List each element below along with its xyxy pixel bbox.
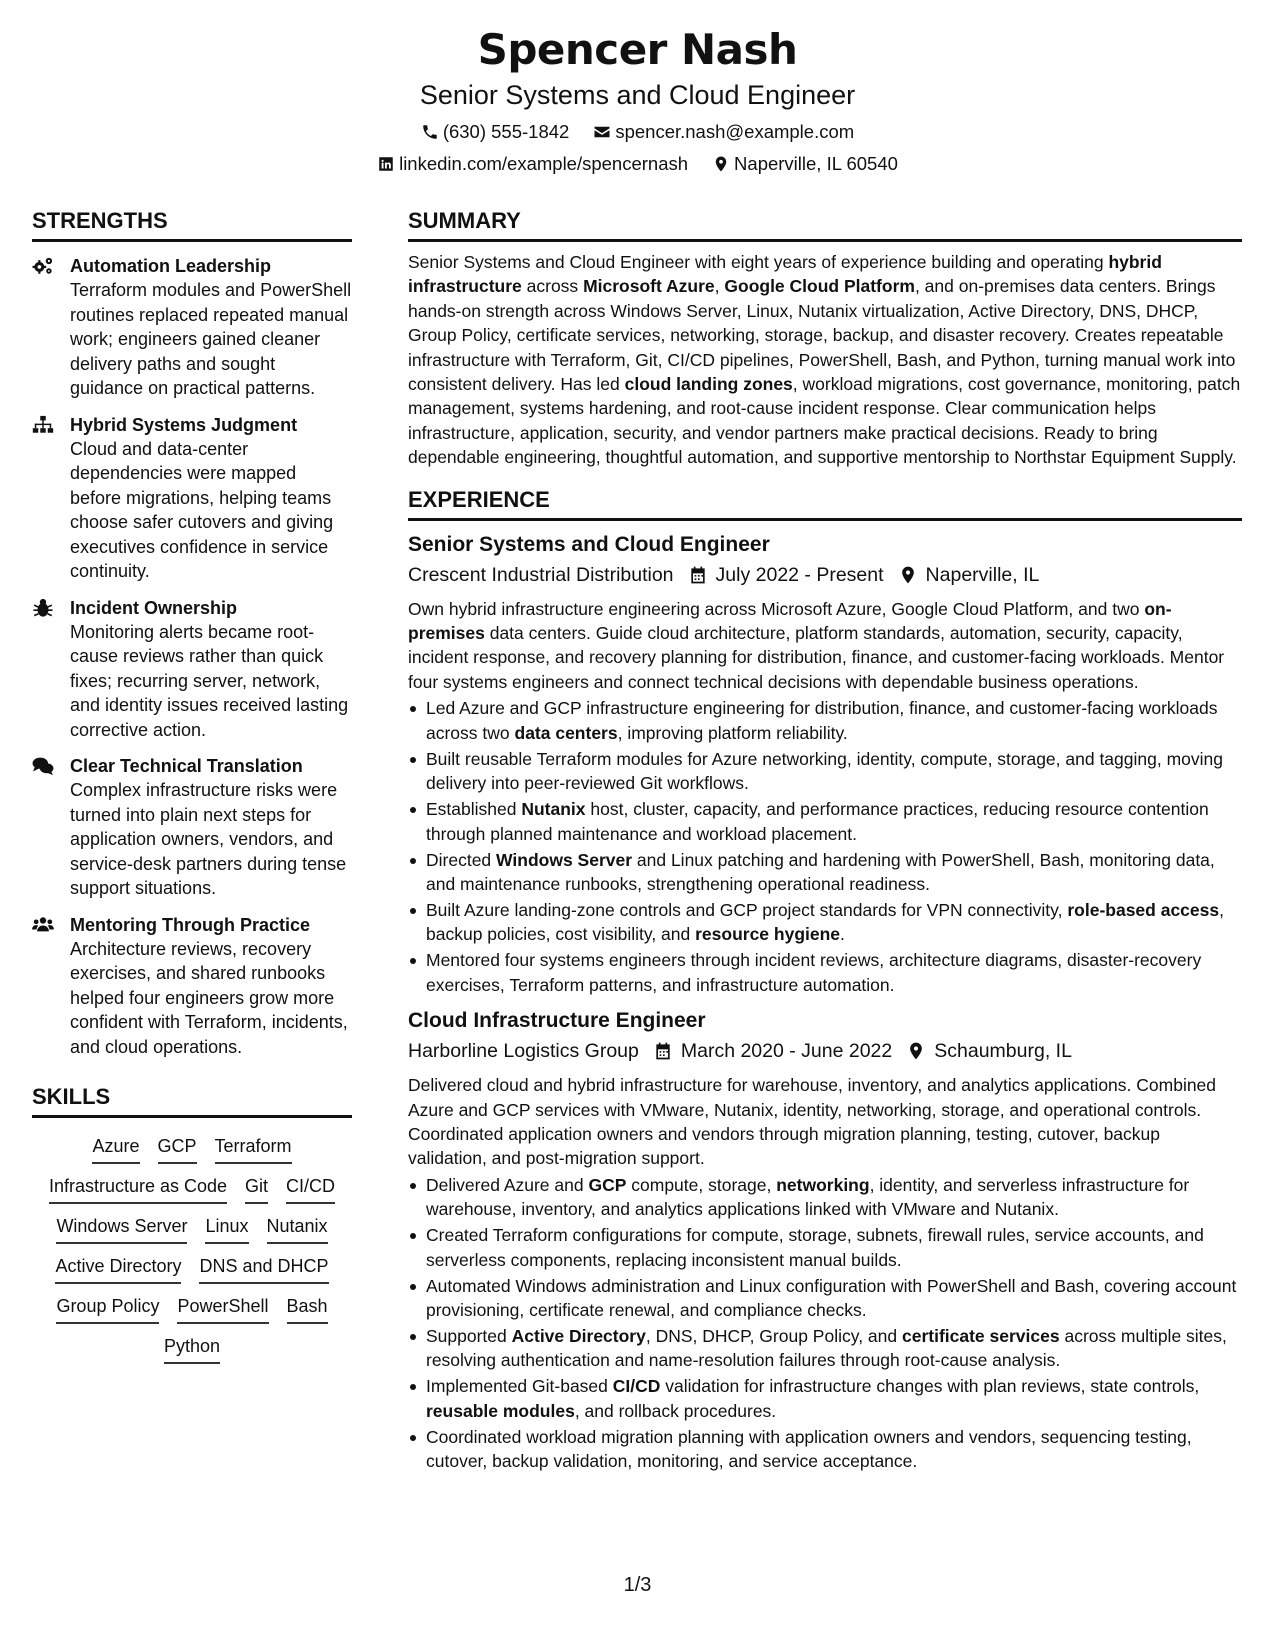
strength-desc: Architecture reviews, recovery exercises, and shared runbooks helped four engineers grow more confident with Terraform, incidents, and cloud operations. <box>70 938 348 1057</box>
skill-tag: Group Policy <box>56 1294 159 1324</box>
job-bullets <box>408 696 1242 997</box>
job-bullet: Established Nutanix host, cluster, capacity, and performance practices, reducing resource contention through planned maintenance and workload placement. <box>408 797 1242 846</box>
strength-title: Hybrid Systems Judgment <box>70 414 298 435</box>
job-location-text: Naperville, IL <box>925 563 1040 586</box>
candidate-name: Spencer Nash <box>477 25 798 74</box>
job-bullet: Built reusable Terraform modules for Azure networking, identity, compute, storage, and tagging, moving delivery into peer-reviewed Git workflows. <box>408 747 1242 796</box>
strength-title: Automation Leadership <box>70 256 272 276</box>
candidate-title: Senior Systems and Cloud Engineer <box>419 80 856 110</box>
sitemap-icon <box>32 415 54 435</box>
job-bullet: Delivered Azure and GCP compute, storage, networking, identity, and serverless infrastructure for warehouse, inventory, and analytics applications linked with VMware and Nutanix. <box>408 1173 1242 1222</box>
page-number: 1/3 <box>623 1574 652 1596</box>
job-bullets <box>408 1173 1242 1474</box>
calendar-icon <box>688 565 708 585</box>
strength-item <box>32 254 352 401</box>
job-meta <box>408 1037 1242 1065</box>
skill-tag: Terraform <box>215 1134 292 1164</box>
linkedin-icon <box>377 155 395 173</box>
contact-row-2 <box>0 152 1275 176</box>
skill-tag: CI/CD <box>286 1174 335 1204</box>
job-bullet: Coordinated workload migration planning with application owners and vendors, sequencing testing, cutover, backup validation, monitoring, and service acceptance. <box>408 1425 1242 1474</box>
strength-desc: Cloud and data-center dependencies were mapped before migrations, helping teams choose safer cutovers and giving executives confidence in service continuity. <box>70 438 334 581</box>
gears-icon <box>32 256 54 276</box>
job-location <box>898 561 1040 589</box>
email-contact[interactable] <box>593 120 854 144</box>
strength-title: Clear Technical Translation <box>70 756 303 776</box>
job-dates <box>653 1037 892 1065</box>
left-column <box>32 207 352 1364</box>
location-text: Naperville, IL 60540 <box>734 153 898 174</box>
linkedin-text: linkedin.com/example/spencernash <box>399 153 689 174</box>
map-pin-icon <box>898 565 918 585</box>
skill-tag: Infrastructure as Code <box>49 1174 227 1204</box>
skill-tag: Linux <box>205 1214 248 1244</box>
job-bullet: Supported Active Directory, DNS, DHCP, Group Policy, and certificate services across multiple sites, resolving authentication and name-resolution failures through root-cause analysis. <box>408 1324 1242 1373</box>
location-contact <box>712 152 898 176</box>
phone-icon <box>421 123 439 141</box>
skill-tag: Bash <box>287 1294 328 1324</box>
strengths-heading: STRENGTHS <box>32 207 352 242</box>
job-bullet: Directed Windows Server and Linux patching and hardening with PowerShell, Bash, monitoring data, and maintenance runbooks, strengthening operational readiness. <box>408 848 1242 897</box>
skill-tag: Python <box>164 1334 220 1364</box>
skill-tag: Windows Server <box>56 1214 187 1244</box>
phone-text: (630) 555-1842 <box>442 121 570 142</box>
job-company: Crescent Industrial Distribution <box>408 563 674 586</box>
job-title: Cloud Infrastructure Engineer <box>408 1009 706 1033</box>
skills-heading: SKILLS <box>32 1083 352 1118</box>
job-bullet: Led Azure and GCP infrastructure engineering for distribution, finance, and customer-facing workloads across two data centers, improving platform reliability. <box>408 696 1242 745</box>
job-bullet: Automated Windows administration and Linux configuration with PowerShell and Bash, covering account provisioning, certificate renewal, and compliance checks. <box>408 1274 1242 1323</box>
job-title: Senior Systems and Cloud Engineer <box>408 532 770 556</box>
bug-icon <box>32 598 54 618</box>
summary-text: Senior Systems and Cloud Engineer with eight years of experience building and operating hybrid infrastructure across Microsoft Azure, Google Cloud Platform, and on-premises data centers. Brings hands-on strength across Windows Server, Linux, Nutanix virtualization, Active Directory, DNS, DHCP, Group Policy, certificate services, networking, storage, backup, and disaster recovery. Creates repeatable infrastructure with Terraform, Git, CI/CD pipelines, PowerShell, Bash, and Python, turning manual work into consistent delivery. Has led cloud landing zones, workload migrations, cost governance, monitoring, patch management, systems hardening, and root-cause incident response. Clear communication helps infrastructure, application, security, and vendor partners make practical decisions. Ready to bring dependable engineering, thoughtful automation, and supportive mentorship to Northstar Equipment Supply. <box>408 252 1241 468</box>
envelope-icon <box>593 123 611 141</box>
skill-tag: Git <box>245 1174 268 1204</box>
job-dates-text: July 2022 - Present <box>715 563 884 586</box>
skill-tag: Active Directory <box>55 1254 181 1284</box>
right-column <box>408 207 1242 1475</box>
job-bullet: Created Terraform configurations for compute, storage, subnets, firewall rules, service accounts, and serverless components, replacing inconsistent manual builds. <box>408 1223 1242 1272</box>
map-pin-icon <box>906 1041 926 1061</box>
summary-heading: SUMMARY <box>408 207 1242 242</box>
skill-tag: DNS and DHCP <box>199 1254 328 1284</box>
contact-row-1 <box>0 120 1275 144</box>
strength-item <box>32 754 352 901</box>
calendar-icon <box>653 1041 673 1061</box>
skills-list <box>32 1134 352 1364</box>
map-pin-icon <box>712 155 730 173</box>
strength-title: Incident Ownership <box>70 597 238 618</box>
strength-title: Mentoring Through Practice <box>70 914 311 935</box>
strength-item <box>32 913 352 1060</box>
linkedin-contact[interactable] <box>377 152 688 176</box>
experience-heading: EXPERIENCE <box>408 486 1242 521</box>
job-meta <box>408 561 1242 589</box>
strength-item <box>32 596 352 743</box>
skill-tag: Nutanix <box>267 1214 328 1244</box>
job-company: Harborline Logistics Group <box>408 1040 639 1063</box>
phone-contact[interactable] <box>421 120 570 144</box>
job-bullet: Mentored four systems engineers through incident reviews, architecture diagrams, disaster-recovery exercises, Terraform patterns, and infrastructure automation. <box>408 948 1242 997</box>
job-location-text: Schaumburg, IL <box>934 1040 1072 1063</box>
job-description: Own hybrid infrastructure engineering across Microsoft Azure, Google Cloud Platform, and two on-premises data centers. Guide cloud architecture, platform standards, automation, security, capacity, incident response, and recovery planning for distribution, finance, and customer-facing workloads. Mentor four systems engineers and connect technical decisions with dependable business operations. <box>408 598 1225 692</box>
job-entry <box>408 1007 1242 1473</box>
job-bullet: Built Azure landing-zone controls and GCP project standards for VPN connectivity, role-based access, backup policies, cost visibility, and resource hygiene. <box>408 898 1242 947</box>
skill-tag: PowerShell <box>177 1294 268 1324</box>
skill-tag: GCP <box>158 1134 197 1164</box>
comments-icon <box>32 756 54 776</box>
resume-header <box>0 24 1275 176</box>
users-icon <box>32 915 54 935</box>
job-entry <box>408 531 1242 997</box>
email-text: spencer.nash@example.com <box>615 121 855 142</box>
job-dates-text: March 2020 - June 2022 <box>680 1040 893 1063</box>
strength-desc: Monitoring alerts became root-cause reviews rather than quick fixes; recurring server, network, and identity issues received lasting corrective action. <box>70 621 349 740</box>
job-description: Delivered cloud and hybrid infrastructure for warehouse, inventory, and analytics applications. Combined Azure and GCP services with VMware, Nutanix, identity, networking, storage, and operational controls. Coordinated application owners and vendors through migration planning, testing, cutover, backup validation, and post-migration support. <box>408 1075 1217 1169</box>
strength-item <box>32 413 352 584</box>
strength-desc: Terraform modules and PowerShell routines replaced repeated manual work; engineers gained cleaner delivery paths and sought guidance on practical patterns. <box>70 280 352 398</box>
job-location <box>906 1037 1072 1065</box>
job-dates <box>688 561 884 589</box>
skill-tag: Azure <box>92 1134 139 1164</box>
job-bullet: Implemented Git-based CI/CD validation for infrastructure changes with plan reviews, state controls, reusable modules, and rollback procedures. <box>408 1374 1242 1423</box>
strength-desc: Complex infrastructure risks were turned into plain next steps for application owners, vendors, and service-desk partners during tense support situations. <box>70 780 347 898</box>
experience-list <box>408 531 1242 1474</box>
